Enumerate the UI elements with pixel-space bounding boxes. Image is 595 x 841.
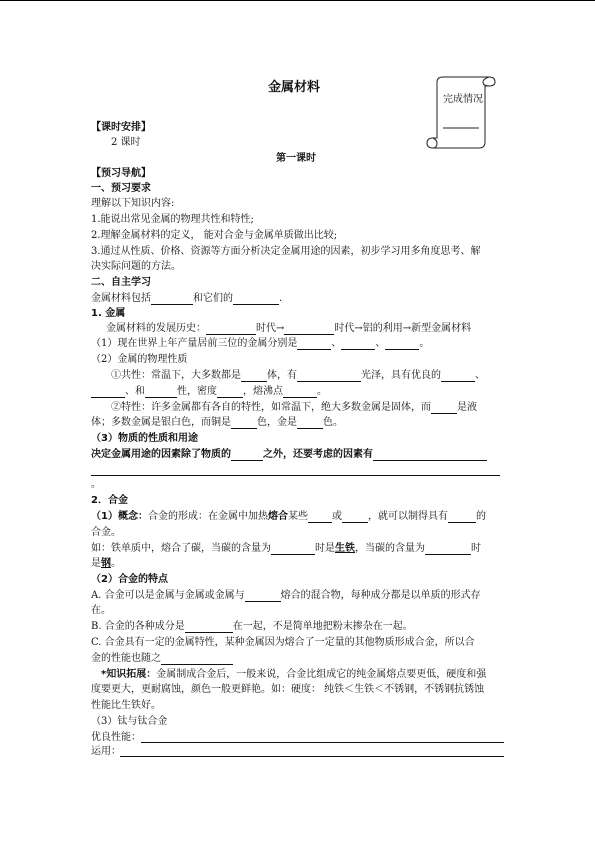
- arrangement-heading: 【课时安排】: [91, 122, 151, 133]
- preview-heading: 【预习导航】: [91, 168, 151, 179]
- section1-item2: 2.理解金属材料的定义， 能对合金与金属单质做出比较;: [91, 230, 338, 241]
- metal-heading: 1. 金属: [91, 308, 126, 319]
- special-props-line2: 体；多数金属是银白色，而铜是 色，金是 色。: [91, 417, 343, 428]
- physical-props-heading: （2）金属的物理性质: [91, 354, 188, 365]
- blank[interactable]: [342, 512, 368, 523]
- blank[interactable]: [441, 371, 475, 382]
- blank[interactable]: [91, 387, 125, 398]
- blank[interactable]: [271, 544, 315, 555]
- completion-label: 完成情况: [443, 94, 483, 105]
- top-rule: [0, 0, 595, 1]
- iron-example-line2: 是钢。: [91, 558, 121, 569]
- section1-heading: 一、预习要求: [91, 183, 151, 194]
- iron-example-line1: 如：铁单质中，熔合了碳，当碳的含量为 时是生铁，当碳的含量为 时: [91, 543, 481, 554]
- arrangement-hours: 2 课时: [111, 137, 141, 148]
- feature-c-line2: 金的性能也随之: [91, 653, 233, 665]
- alloy-concept-line1: （1）概念：合金的形成：在金属中加热熔合某些 或 ，就可以制得具有 的: [91, 511, 486, 522]
- blank[interactable]: [308, 512, 332, 523]
- blank[interactable]: [231, 418, 257, 429]
- blank[interactable]: [161, 654, 233, 665]
- blank[interactable]: [284, 324, 334, 335]
- blank[interactable]: [341, 339, 375, 350]
- use-factors-line: 决定金属用途的因素除了物质的 之外，还要考虑的因素有: [91, 449, 487, 461]
- top-three-metals-line: （1）现在世界上年产量居前三位的金属分别是 、 、 。: [91, 338, 430, 349]
- section1-intro: 理解以下知识内容:: [91, 198, 175, 209]
- feature-c-line1: C. 合金具有一定的金属特性，某种金属因为熔合了一定量的其他物质形成合金，所以合: [91, 637, 475, 648]
- common-props-line2: 、和 性，密度 ，熔沸点 。: [91, 386, 327, 398]
- knowledge-ext-line1: *知识拓展：金属制成合金后，一般来说，合金比组成它的纯金属熔点要更低，硬度和强: [101, 669, 487, 680]
- blank[interactable]: [145, 387, 177, 398]
- property-use-heading: （3）物质的性质和用途: [91, 433, 198, 444]
- blank[interactable]: [185, 622, 233, 633]
- titanium-heading: （3）钛与钛合金: [91, 716, 168, 727]
- blank[interactable]: [217, 387, 243, 398]
- page-title: 金属材料: [268, 80, 321, 95]
- history-line: 金属材料的发展历史： 时代→ 时代→铝的利用→新型金属材料: [106, 323, 472, 334]
- alloy-features-heading: （2）合金的特点: [91, 574, 168, 585]
- blank[interactable]: [297, 418, 323, 429]
- blank[interactable]: [385, 339, 419, 350]
- blank[interactable]: [425, 544, 471, 555]
- titanium-uses-label: 运用：: [91, 746, 121, 757]
- blank[interactable]: [373, 450, 487, 461]
- section1-item3b: 决实际问题的方法。: [91, 261, 181, 272]
- blank[interactable]: [151, 294, 193, 305]
- feature-a-line1: A. 合金可以是金属与金属或金属与 熔合的混合物，每种成分都是以单质的形式存: [91, 590, 481, 601]
- scroll-icon: [425, 76, 497, 152]
- period-mark: 。: [91, 479, 101, 490]
- alloy-heading: 2．合金: [91, 495, 128, 506]
- alloy-concept-line2: 合金。: [91, 527, 121, 538]
- blank[interactable]: [448, 512, 476, 523]
- titanium-advantages-label: 优良性能：: [91, 732, 141, 743]
- uses-answer-line[interactable]: [120, 756, 504, 757]
- feature-b-line: B. 合金的各种成分是 在一起，不是简单地把粉末掺杂在一起。: [91, 621, 413, 632]
- feature-a-line2: 在。: [91, 605, 111, 616]
- blank[interactable]: [245, 591, 281, 602]
- blank[interactable]: [233, 294, 279, 305]
- blank[interactable]: [297, 339, 331, 350]
- special-props-line1: ②特性：许多金属都有各自的特性，如常温下，绝大多数金属是固体，而 是液: [111, 402, 477, 413]
- advantages-answer-line[interactable]: [141, 742, 504, 743]
- section1-item3a: 3.通过从性质、价格、资源等方面分析决定金属用途的因素，初步学习用多角度思考、解: [91, 246, 481, 257]
- blank[interactable]: [283, 387, 317, 398]
- materials-line: 金属材料包括 和它们的 .: [91, 293, 283, 304]
- knowledge-ext-line2: 度要更大，更耐腐蚀，颜色一般更鲜艳。如：硬度： 纯铁＜生铁＜不锈钢，不锈钢抗锈蚀: [91, 684, 485, 695]
- blank[interactable]: [431, 403, 457, 414]
- blank[interactable]: [231, 450, 263, 461]
- knowledge-ext-line3: 性能比生铁好。: [91, 700, 161, 711]
- common-props-line1: ①共性：常温下，大多数都是 体，有 光泽，具有优良的 、: [111, 370, 485, 381]
- lesson-title: 第一课时: [276, 153, 316, 164]
- completion-scroll-badge: [425, 76, 497, 152]
- section2-heading: 二、自主学习: [91, 277, 151, 288]
- blank[interactable]: [206, 324, 256, 335]
- section1-item1: 1.能说出常见金属的物理共性和特性;: [91, 214, 254, 225]
- blank[interactable]: [241, 371, 267, 382]
- blank[interactable]: [297, 371, 361, 382]
- answer-line[interactable]: [91, 475, 500, 476]
